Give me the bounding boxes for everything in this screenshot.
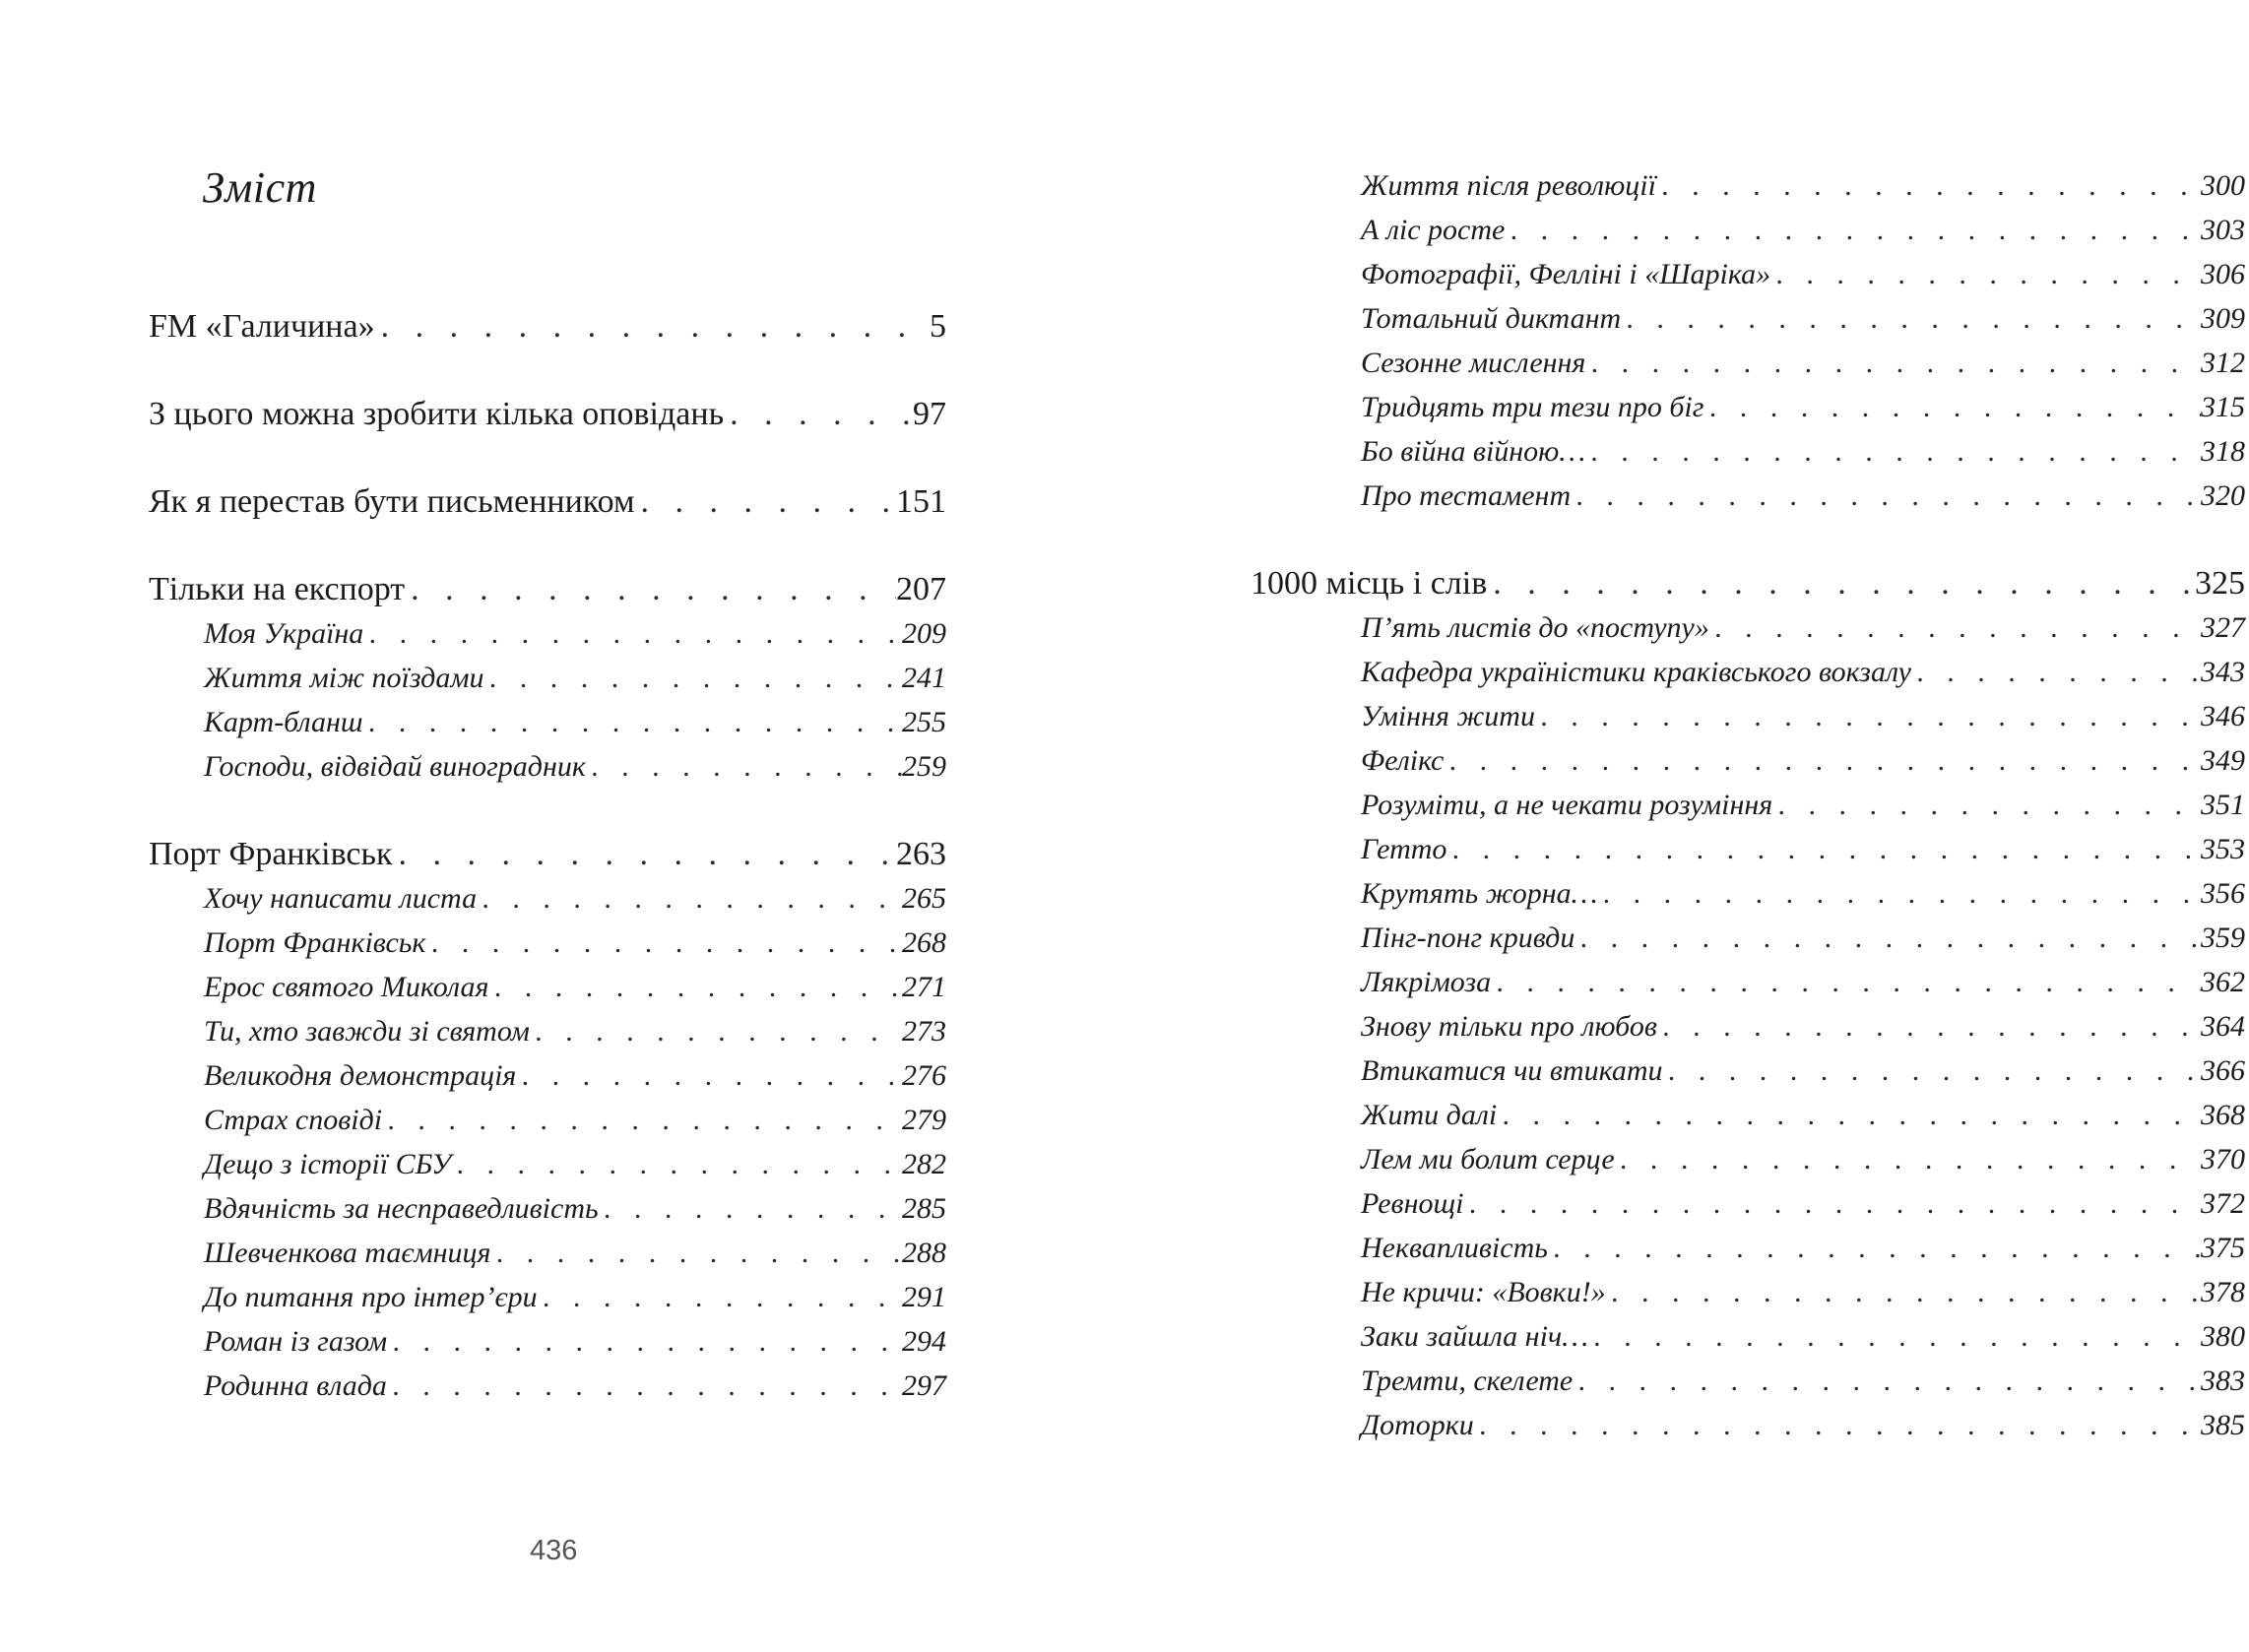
toc-entry-page: 359 [2201, 921, 2245, 954]
toc-entry-chapter[interactable] [1306, 474, 2245, 561]
toc-entry-page: 303 [2201, 214, 2245, 246]
toc-entry-chapter[interactable] [149, 1319, 946, 1364]
toc-entry-label: Порт Франківськ [204, 926, 426, 959]
dot-leader [387, 1319, 902, 1364]
toc-entry-chapter[interactable] [1306, 871, 2245, 916]
dot-leader [724, 392, 913, 437]
toc-entry-chapter[interactable] [149, 656, 946, 700]
toc-entry-page: 383 [2201, 1365, 2245, 1397]
toc-entry-page: 268 [902, 926, 946, 959]
toc-entry-page: 368 [2201, 1099, 2245, 1131]
dot-leader [375, 304, 930, 349]
toc-entry-page: 297 [902, 1369, 946, 1402]
toc-entry-page: 378 [2201, 1276, 2245, 1308]
toc-entry-label: Гетто [1361, 833, 1447, 865]
dot-leader [483, 656, 902, 700]
toc-entry-part[interactable] [149, 479, 946, 567]
toc-entry-label: Вдячність за несправедливість [204, 1192, 599, 1225]
toc-entry-chapter[interactable] [149, 1009, 946, 1053]
toc-entry-part[interactable] [1251, 561, 2245, 605]
toc-entry-page: 325 [2195, 565, 2245, 602]
toc-entry-chapter[interactable] [149, 1053, 946, 1098]
toc-entry-page: 300 [2201, 169, 2245, 202]
toc-entry-label: Карт-бланш [204, 706, 363, 738]
right-page [1124, 0, 2249, 1652]
toc-entry-label: Господи, відвідай виноградник [204, 750, 586, 783]
toc-entry-page: 306 [2201, 258, 2245, 290]
dot-leader [1597, 871, 2201, 916]
dot-leader [1657, 1004, 2201, 1048]
dot-leader [1703, 385, 2201, 429]
toc-entry-page: 375 [2201, 1232, 2245, 1264]
toc-list-right [1251, 163, 2245, 1447]
toc-entry-label: А ліс росте [1361, 214, 1506, 246]
toc-entry-page: 271 [902, 971, 946, 1003]
toc-entry-page: 265 [902, 882, 946, 915]
dot-leader [405, 567, 896, 612]
dot-leader [1474, 1403, 2201, 1447]
toc-entry-label: Неквапливість [1361, 1232, 1548, 1264]
toc-entry-page: 259 [902, 750, 946, 783]
toc-entry-chapter[interactable] [1306, 605, 2245, 650]
toc-entry-part[interactable] [149, 392, 946, 479]
toc-entry-label: Кафедра україністики краківського вокзалу [1361, 656, 1911, 688]
toc-entry-page: 364 [2201, 1010, 2245, 1043]
toc-entry-part[interactable] [149, 832, 946, 876]
dot-leader [1585, 341, 2201, 385]
toc-entry-page: 285 [902, 1192, 946, 1225]
toc-entry-page: 315 [2201, 391, 2245, 423]
toc-entry-chapter[interactable] [1306, 296, 2245, 341]
toc-entry-label: Лякрімоза [1361, 966, 1492, 998]
toc-entry-label: Жити далі [1361, 1099, 1498, 1131]
toc-entry-label: Заки зайшла ніч… [1361, 1320, 1588, 1353]
toc-entry-label: Лем ми болит серце [1361, 1143, 1615, 1175]
toc-entry-chapter[interactable] [1306, 252, 2245, 296]
dot-leader [1497, 1093, 2201, 1137]
dot-leader [538, 1275, 902, 1319]
toc-entry-label: Тремти, скелете [1361, 1365, 1574, 1397]
toc-entry-label: Знову тільки про любов [1361, 1010, 1657, 1043]
toc-entry-chapter[interactable] [1306, 429, 2245, 474]
toc-entry-page: 380 [2201, 1320, 2245, 1353]
toc-entry-chapter[interactable] [149, 965, 946, 1009]
dot-leader [1444, 738, 2201, 783]
toc-entry-page: 312 [2201, 347, 2245, 379]
dot-leader [1463, 1181, 2201, 1226]
toc-entry-page: 263 [896, 836, 946, 872]
toc-entry-label: FM «Галичина» [149, 308, 375, 345]
toc-entry-page: 273 [902, 1015, 946, 1048]
dot-leader [1573, 1359, 2201, 1403]
toc-entry-chapter[interactable] [149, 611, 946, 656]
dot-leader [1621, 296, 2201, 341]
toc-entry-page: 372 [2201, 1187, 2245, 1220]
toc-entry-page: 207 [896, 571, 946, 607]
dot-leader [1772, 783, 2201, 827]
toc-entry-label: Сезонне мислення [1361, 347, 1586, 379]
toc-entry-label: Життя між поїздами [204, 662, 484, 694]
toc-entry-page: 282 [902, 1148, 946, 1180]
dot-leader [1491, 960, 2201, 1004]
toc-entry-label: Не кричи: «Вовки!» [1361, 1276, 1606, 1308]
toc-entry-chapter[interactable] [1306, 1226, 2245, 1270]
toc-entry-label: Уміння жити [1361, 700, 1535, 732]
dot-leader [382, 1098, 902, 1142]
toc-entry-page: 343 [2201, 656, 2245, 688]
toc-entry-label: Страх сповіді [204, 1104, 383, 1136]
toc-entry-chapter[interactable] [1306, 1181, 2245, 1226]
toc-entry-chapter[interactable] [149, 1275, 946, 1319]
toc-entry-chapter[interactable] [1306, 783, 2245, 827]
toc-entry-chapter[interactable] [149, 1186, 946, 1231]
toc-entry-chapter[interactable] [1306, 1403, 2245, 1447]
toc-entry-page: 366 [2201, 1054, 2245, 1087]
toc-entry-chapter[interactable] [1306, 916, 2245, 960]
toc-entry-chapter[interactable] [1306, 163, 2245, 208]
toc-entry-page: 279 [902, 1104, 946, 1136]
toc-entry-chapter[interactable] [1306, 1004, 2245, 1048]
toc-entry-chapter[interactable] [1306, 827, 2245, 871]
toc-entry-chapter[interactable] [1306, 385, 2245, 429]
toc-entry-chapter[interactable] [1306, 208, 2245, 252]
toc-entry-page: 309 [2201, 302, 2245, 335]
toc-entry-label: Великодня демонстрація [204, 1059, 517, 1092]
toc-entry-label: З цього можна зробити кілька оповідань [149, 396, 725, 432]
dot-leader [1571, 474, 2201, 518]
toc-entry-page: 353 [2201, 833, 2245, 865]
dot-leader [387, 1364, 902, 1408]
dot-leader [1770, 252, 2201, 296]
toc-entry-page: 320 [2201, 479, 2245, 512]
toc-entry-label: П’ять листів до «поступу» [1361, 611, 1709, 644]
toc-entry-label: Втикатися чи втикати [1361, 1054, 1663, 1087]
toc-entry-page: 370 [2201, 1143, 2245, 1175]
dot-leader [451, 1142, 902, 1186]
toc-entry-chapter[interactable] [1306, 1093, 2245, 1137]
toc-entry-chapter[interactable] [1306, 1048, 2245, 1093]
dot-leader [1487, 561, 2195, 606]
toc-entry-label: Крутять жорна… [1361, 877, 1598, 910]
toc-entry-page: 362 [2201, 966, 2245, 998]
toc-entry-chapter[interactable] [149, 1142, 946, 1186]
toc-entry-page: 291 [902, 1281, 946, 1313]
toc-entry-page: 356 [2201, 877, 2245, 910]
toc-entry-label: Родинна влада [204, 1369, 387, 1402]
dot-leader [363, 700, 903, 744]
dot-leader [586, 744, 902, 789]
toc-entry-page: 318 [2201, 435, 2245, 468]
dot-leader [1535, 694, 2201, 738]
toc-entry-label: Фелікс [1361, 744, 1445, 777]
toc-entry-label: Як я перестав бути письменником [149, 483, 635, 520]
toc-entry-label: Розуміти, а не чекати розуміння [1361, 789, 1773, 821]
toc-entry-label: Ти, хто завжди зі святом [204, 1015, 530, 1048]
toc-entry-page: 327 [2201, 611, 2245, 644]
dot-leader [477, 876, 902, 921]
toc-entry-label: Фотографії, Фелліні і «Шаріка» [1361, 258, 1771, 290]
toc-entry-label: Дещо з історії СБУ [204, 1148, 452, 1180]
toc-entry-label: Ерос святого Миколая [204, 971, 489, 1003]
toc-list-left [149, 304, 946, 1408]
toc-entry-page: 276 [902, 1059, 946, 1092]
toc-entry-page: 294 [902, 1325, 946, 1358]
toc-entry-label: Порт Франківськ [149, 836, 393, 872]
dot-leader [530, 1009, 902, 1053]
toc-entry-label: Доторки [1361, 1409, 1474, 1441]
toc-entry-part[interactable] [149, 567, 946, 611]
toc-entry-chapter[interactable] [149, 876, 946, 921]
toc-entry-label: Бо війна війною… [1361, 435, 1586, 468]
dot-leader [1709, 605, 2201, 650]
toc-entry-part[interactable] [149, 304, 946, 392]
dot-leader [634, 479, 896, 525]
toc-entry-page: 209 [902, 617, 946, 650]
dot-leader [1615, 1137, 2201, 1181]
toc-entry-page: 151 [896, 483, 946, 520]
toc-entry-chapter[interactable] [1306, 341, 2245, 385]
toc-entry-page: 349 [2201, 744, 2245, 777]
toc-entry-chapter[interactable] [1306, 1314, 2245, 1359]
dot-leader [1446, 827, 2201, 871]
toc-entry-page: 346 [2201, 700, 2245, 732]
toc-entry-label: Тотальний диктант [1361, 302, 1622, 335]
dot-leader [599, 1186, 902, 1231]
toc-entry-chapter[interactable] [1306, 694, 2245, 738]
toc-entry-page: 255 [902, 706, 946, 738]
toc-title: Зміст [203, 163, 317, 212]
toc-entry-chapter[interactable] [1306, 1359, 2245, 1403]
toc-entry-label: До питання про інтер’єри [204, 1281, 538, 1313]
left-page [0, 0, 1124, 1652]
toc-entry-page: 97 [913, 396, 946, 432]
toc-entry-chapter[interactable] [149, 1231, 946, 1275]
toc-entry-label: Шевченкова таємниця [204, 1237, 491, 1269]
dot-leader [1548, 1226, 2201, 1270]
dot-leader [393, 832, 896, 877]
dot-leader [1663, 1048, 2201, 1093]
dot-leader [490, 1231, 902, 1275]
toc-entry-label: Роман із газом [204, 1325, 388, 1358]
dot-leader [363, 611, 902, 656]
dot-leader [1606, 1270, 2201, 1314]
dot-leader [425, 921, 902, 965]
toc-entry-label: Хочу написати листа [204, 882, 478, 915]
toc-entry-label: Тридцять три тези про біг [1361, 391, 1704, 423]
toc-entry-chapter[interactable] [149, 1364, 946, 1408]
toc-entry-chapter[interactable] [1306, 960, 2245, 1004]
toc-entry-page: 385 [2201, 1409, 2245, 1441]
toc-entry-chapter[interactable] [1306, 1270, 2245, 1314]
toc-entry-label: Про тестамент [1361, 479, 1572, 512]
toc-entry-page: 5 [930, 308, 946, 345]
toc-entry-label: Моя Україна [204, 617, 364, 650]
dot-leader [1585, 429, 2201, 474]
dot-leader [1656, 163, 2201, 208]
dot-leader [1911, 650, 2201, 694]
toc-entry-label: Тільки на експорт [149, 571, 406, 607]
page-number: 436 [530, 1535, 578, 1566]
toc-entry-page: 288 [902, 1237, 946, 1269]
toc-entry-chapter[interactable] [1306, 738, 2245, 783]
toc-entry-label: Пінг-понг кривди [1361, 921, 1575, 954]
toc-entry-page: 351 [2201, 789, 2245, 821]
dot-leader [1588, 1314, 2201, 1359]
toc-entry-chapter[interactable] [149, 700, 946, 744]
toc-entry-page: 241 [902, 662, 946, 694]
toc-entry-chapter[interactable] [149, 744, 946, 832]
toc-entry-label: Життя після революції [1361, 169, 1656, 202]
toc-entry-chapter[interactable] [149, 1098, 946, 1142]
toc-entry-chapter[interactable] [1306, 650, 2245, 694]
toc-entry-label: Ревнощі [1361, 1187, 1464, 1220]
dot-leader [516, 1053, 902, 1098]
toc-entry-label: 1000 місць і слів [1251, 565, 1488, 602]
dot-leader [1505, 208, 2201, 252]
dot-leader [488, 965, 902, 1009]
toc-entry-chapter[interactable] [149, 921, 946, 965]
toc-entry-chapter[interactable] [1306, 1137, 2245, 1181]
dot-leader [1574, 916, 2201, 960]
